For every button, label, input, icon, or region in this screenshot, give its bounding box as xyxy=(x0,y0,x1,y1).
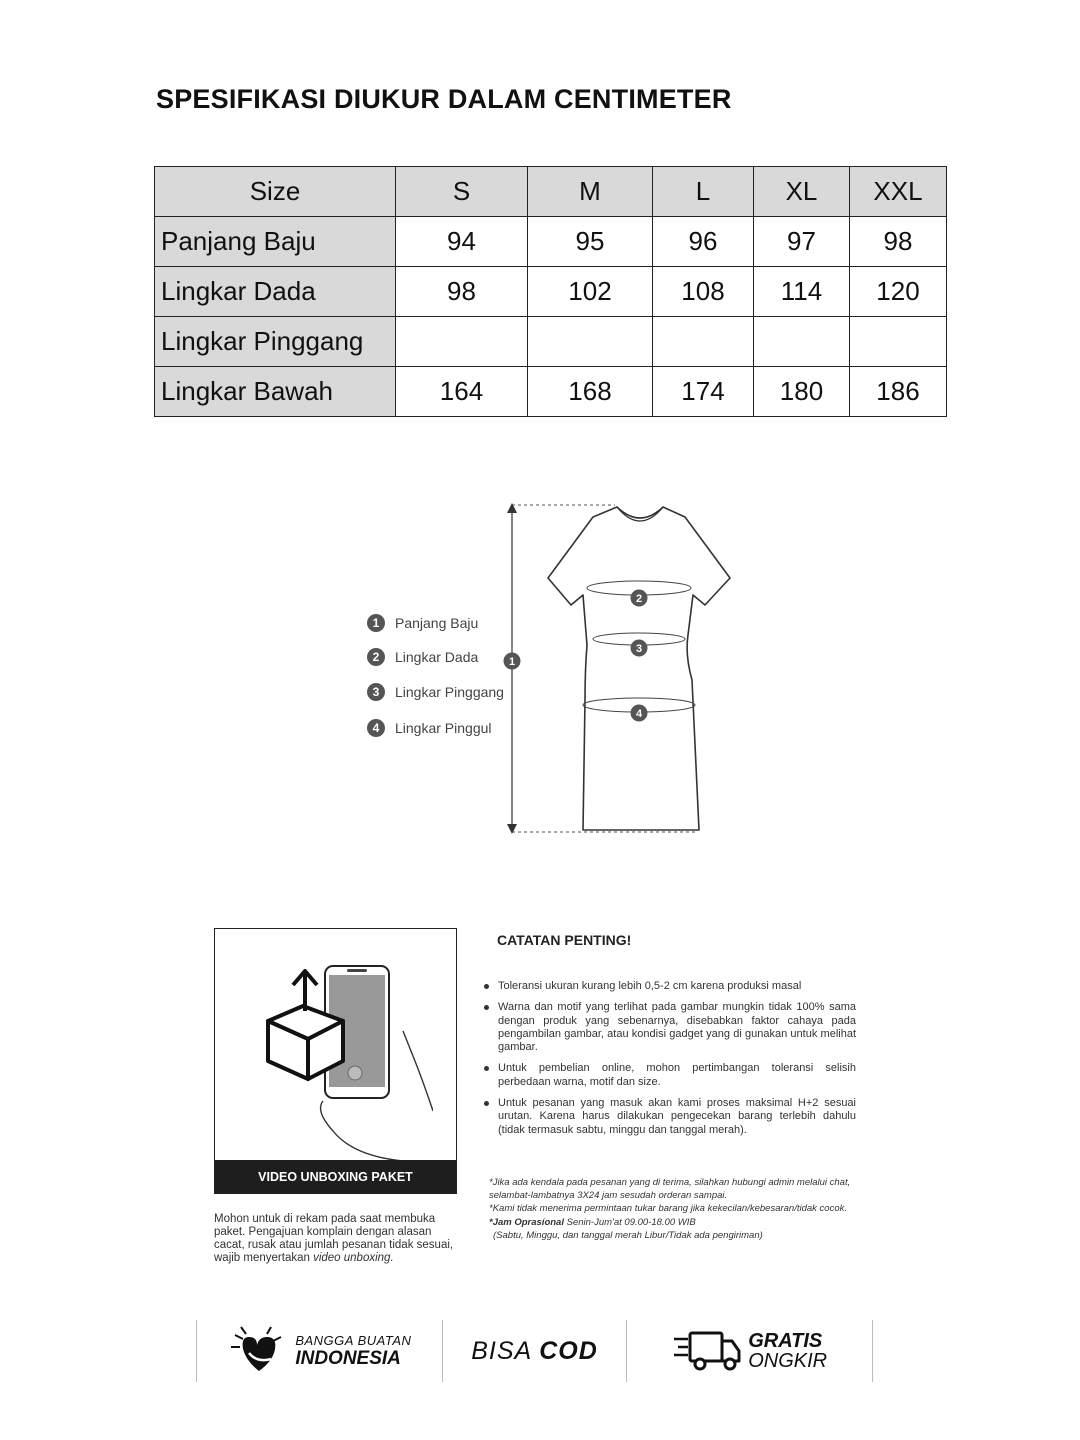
legend-item-4 xyxy=(367,719,492,737)
footnote-exchange: *Kami tidak menerima permintaan tukar barang jika kekecilan/kebesaran/tidak cocok. xyxy=(489,1203,848,1214)
heart-hand-icon xyxy=(227,1321,287,1381)
badge-cod xyxy=(442,1320,627,1382)
page-title: SPESIFIKASI DIUKUR DALAM CENTIMETER xyxy=(156,84,732,114)
legend-label: Lingkar Pinggul xyxy=(395,720,492,736)
list-item: Warna dan motif yang terlihat pada gambar mungkin tidak 100% sama dengan produk yang sebenarnya, disebabkan faktor cahaya pada pengambilan gambar, atau kondisi gadget yang di gunakan untuk melihat gambar. xyxy=(484,1001,856,1054)
table-header-cell: XXL xyxy=(850,167,947,217)
marker-4 xyxy=(631,705,648,722)
table-cell: 98 xyxy=(396,267,528,317)
table-header-cell: M xyxy=(528,167,653,217)
list-item: Untuk pesanan yang masuk akan kami proses maksimal H+2 sesuai urutan. Karena harus dilakukan pengecekan barang terlebih dahulu (tidak termasuk sabtu, minggu dan tanggal merah). xyxy=(484,1097,856,1137)
footnote-hours: *Jam Oprasíonal Senin-Jum'at 09.00-18.00 WIB xyxy=(489,1216,696,1228)
legend-label: Panjang Baju xyxy=(395,615,479,631)
footnote-complaint: *Jika ada kendala pada pesanan yang di terima, silahkan hubungi admin melalui chat, selambat-lambatnya 3X24 jam sesudah orderan sampai. xyxy=(489,1177,851,1201)
table-row xyxy=(155,217,947,267)
unboxing-instructions: Mohon untuk di rekam pada saat membuka paket. Pengajuan komplain dengan alasan cacat, rusak atau jumlah pesanan tidak sesuai, wajib menyertakan video unboxing. xyxy=(214,1213,454,1264)
dress-outline xyxy=(548,507,730,830)
legend-number: 2 xyxy=(367,648,385,666)
svg-text:3: 3 xyxy=(635,643,643,655)
row-label: Lingkar Bawah xyxy=(155,367,396,417)
table-cell: 95 xyxy=(528,217,653,267)
badge-indonesia xyxy=(196,1320,442,1382)
arrow-up-icon xyxy=(507,503,517,513)
badge-cod-bold: COD xyxy=(539,1336,598,1365)
badge-free-shipping xyxy=(626,1320,873,1382)
table-cell xyxy=(396,317,528,367)
table-cell: 186 xyxy=(850,367,947,417)
badge-strip xyxy=(196,1320,873,1382)
unboxing-banner: VIDEO UNBOXING PAKET xyxy=(215,1160,456,1193)
size-table xyxy=(154,166,947,417)
row-label: Lingkar Dada xyxy=(155,267,396,317)
table-cell: 174 xyxy=(653,367,754,417)
legend-label: Lingkar Pinggang xyxy=(395,684,504,700)
badge-gratis: GRATIS xyxy=(748,1330,823,1352)
table-cell: 114 xyxy=(754,267,850,317)
table-row xyxy=(155,267,947,317)
marker-1 xyxy=(504,653,521,670)
marker-2 xyxy=(631,590,648,607)
row-label: Panjang Baju xyxy=(155,217,396,267)
legend-item-3 xyxy=(367,683,504,701)
table-row xyxy=(155,367,947,417)
table-cell xyxy=(528,317,653,367)
svg-text:4: 4 xyxy=(635,708,643,720)
legend-item-2 xyxy=(367,648,478,666)
table-row xyxy=(155,317,947,367)
table-cell: 97 xyxy=(754,217,850,267)
svg-text:1: 1 xyxy=(508,656,516,668)
table-header-cell: S xyxy=(396,167,528,217)
table-cell: 94 xyxy=(396,217,528,267)
phone-box-upload-icon xyxy=(263,961,433,1161)
badge-sub-text: BANGGA BUATAN xyxy=(295,1332,412,1348)
svg-text:2: 2 xyxy=(635,593,643,605)
badge-main-text: INDONESIA xyxy=(295,1347,401,1369)
table-cell xyxy=(653,317,754,367)
table-cell: 120 xyxy=(850,267,947,317)
dress-diagram xyxy=(495,495,745,840)
table-cell: 164 xyxy=(396,367,528,417)
table-cell xyxy=(754,317,850,367)
list-item: Untuk pembelian online, mohon pertimbangan toleransi selisih perbedaan warna, motif dan size. xyxy=(484,1062,856,1089)
table-header-row xyxy=(155,167,947,217)
table-header-cell: Size xyxy=(155,167,396,217)
marker-3 xyxy=(631,640,648,657)
notes-title: CATATAN PENTING! xyxy=(497,932,632,948)
table-cell: 168 xyxy=(528,367,653,417)
truck-icon xyxy=(672,1329,742,1373)
list-item: Toleransi ukuran kurang lebih 0,5-2 cm karena produksi masal xyxy=(484,980,856,993)
legend-item-1 xyxy=(367,614,478,632)
footnotes xyxy=(489,1177,879,1244)
table-cell: 180 xyxy=(754,367,850,417)
notes-list xyxy=(484,980,856,1145)
row-label: Lingkar Pinggang xyxy=(155,317,396,367)
legend-number: 4 xyxy=(367,719,385,737)
legend-number: 3 xyxy=(367,683,385,701)
table-cell: 98 xyxy=(850,217,947,267)
footnote-hours-note: (Sabtu, Minggu, dan tanggal merah Libur/Tidak ada pengiriman) xyxy=(493,1230,763,1241)
table-cell: 102 xyxy=(528,267,653,317)
badge-cod-light: BISA xyxy=(471,1336,532,1365)
arrow-down-icon xyxy=(507,824,517,834)
badge-ongkir: ONGKIR xyxy=(748,1350,828,1372)
table-cell: 96 xyxy=(653,217,754,267)
legend-label: Lingkar Dada xyxy=(395,649,479,665)
table-cell: 108 xyxy=(653,267,754,317)
table-header-cell: XL xyxy=(754,167,850,217)
table-cell xyxy=(850,317,947,367)
unboxing-card xyxy=(214,928,457,1194)
legend-number: 1 xyxy=(367,614,385,632)
table-header-cell: L xyxy=(653,167,754,217)
neckline xyxy=(617,507,663,521)
